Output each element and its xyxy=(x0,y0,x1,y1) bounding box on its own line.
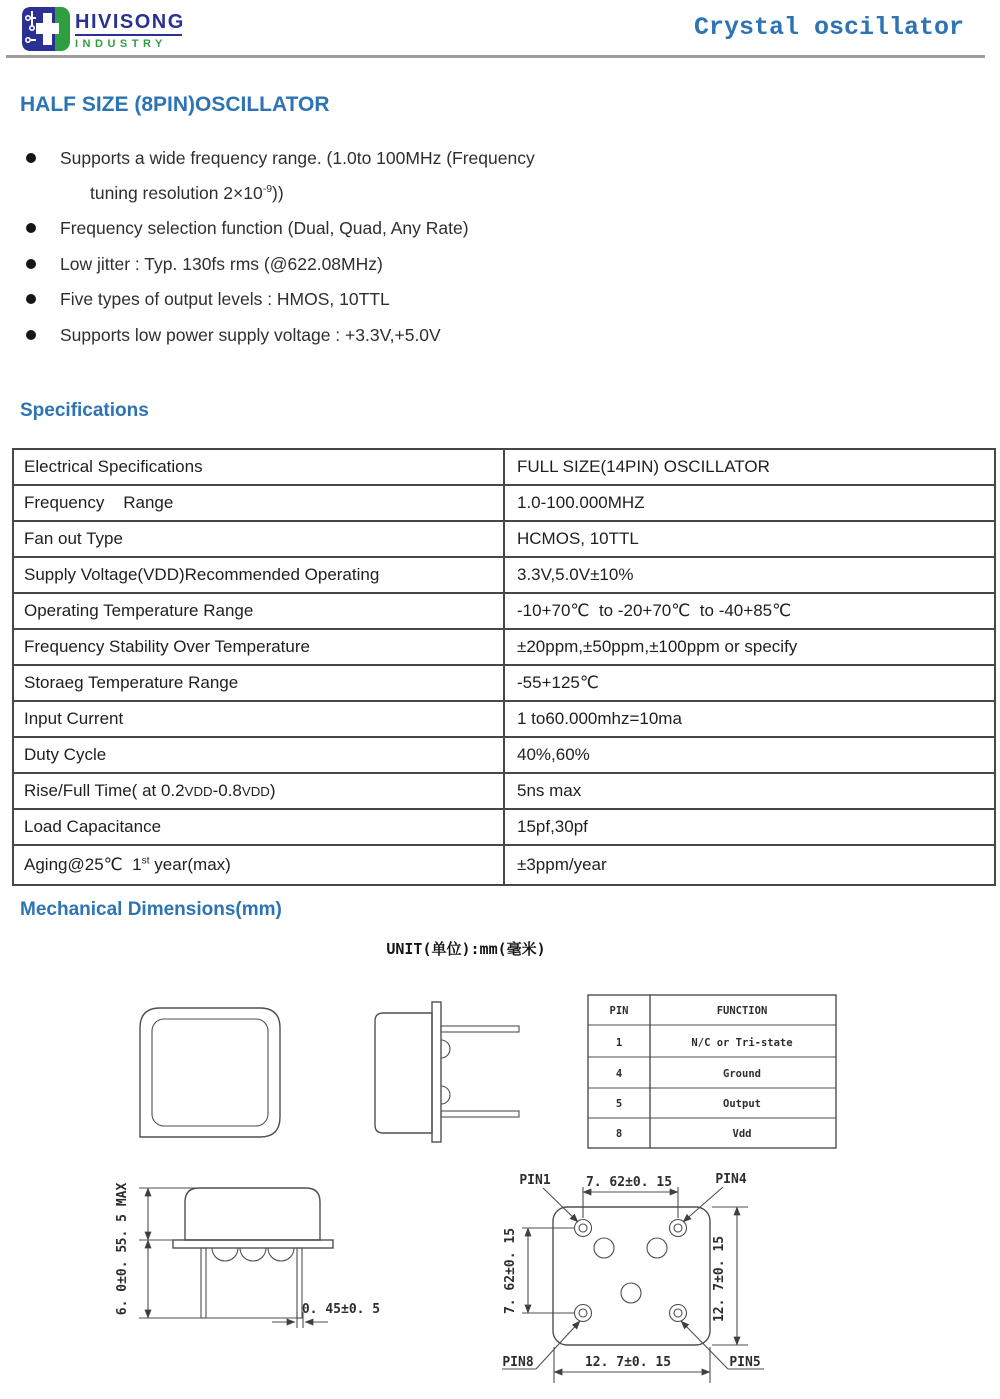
pin-function: N/C or Tri-state xyxy=(691,1037,793,1049)
dim-pin-pitch-vertical: 7. 62±0. 15 xyxy=(503,1227,518,1315)
spec-value: 40%,60% xyxy=(504,737,995,773)
table-row xyxy=(13,773,995,809)
dim-height-max: 5. 5 MAX xyxy=(115,1182,130,1246)
pin-function-table xyxy=(588,995,836,1148)
pin1-label: PIN1 xyxy=(519,1173,551,1188)
table-row xyxy=(13,449,995,485)
spec-label: Operating Temperature Range xyxy=(13,593,504,629)
function-col-header: FUNCTION xyxy=(716,1005,768,1017)
bullet-icon xyxy=(26,294,36,304)
dim-pin-pitch-horizontal: 7. 62±0. 15 xyxy=(585,1175,673,1190)
spec-label: Frequency Range xyxy=(13,485,504,521)
mechanical-heading: Mechanical Dimensions(mm) xyxy=(20,899,282,920)
brand-name: HIVISONG xyxy=(75,11,185,33)
brand-block xyxy=(75,12,185,50)
spec-value: -10+70℃ to -20+70℃ to -40+85℃ xyxy=(504,593,995,629)
table-row xyxy=(13,629,995,665)
product-title: HALF SIZE (8PIN)OSCILLATOR xyxy=(20,93,330,116)
feature-item xyxy=(26,288,390,310)
brand-subtitle: INDUSTRY xyxy=(75,38,167,50)
specifications-table xyxy=(12,448,996,886)
side-view-drawing xyxy=(375,1002,519,1142)
bottom-view-drawing xyxy=(502,1172,764,1383)
feature-item xyxy=(26,147,535,169)
feature-text: Supports low power supply voltage : +3.3V,+5.0V xyxy=(60,325,441,345)
brand-divider xyxy=(75,34,182,36)
table-row xyxy=(13,737,995,773)
feature-item-continued xyxy=(66,182,284,204)
dim-lead-length: 6. 0±0. 5 xyxy=(115,1244,130,1316)
specifications-heading: Specifications xyxy=(20,400,149,421)
spec-value: 15pf,30pf xyxy=(504,809,995,845)
pin-number: 4 xyxy=(615,1068,623,1080)
brand-logo-icon xyxy=(22,7,70,56)
unit-note: UNIT(单位):mm(毫米) xyxy=(386,940,546,958)
dim-lead-diameter: 0. 45±0. 5 xyxy=(301,1302,381,1317)
spec-value: HCMOS, 10TTL xyxy=(504,521,995,557)
spec-value: FULL SIZE(14PIN) OSCILLATOR xyxy=(504,449,995,485)
feature-text: tuning resolution $2\times 10^{-9}$)) xyxy=(90,183,284,203)
spec-value: ±20ppm,±50ppm,±100ppm or specify xyxy=(504,629,995,665)
table-row xyxy=(13,665,995,701)
feature-item xyxy=(26,253,383,275)
bullet-icon xyxy=(26,330,36,340)
feature-text: Supports a wide frequency range. (1.0to 100MHz (Frequency xyxy=(60,148,535,168)
pin-function: Output xyxy=(723,1098,761,1110)
spec-value: 3.3V,5.0V±10% xyxy=(504,557,995,593)
table-row xyxy=(13,557,995,593)
spec-label: Aging@25℃ 1st year(max) xyxy=(13,845,504,885)
pin-number: 8 xyxy=(615,1128,623,1140)
dim-body-height: 12. 7±0. 15 xyxy=(712,1235,727,1323)
pin-function: Vdd xyxy=(732,1128,752,1140)
spec-value: ±3ppm/year xyxy=(504,845,995,885)
spec-label: Fan out Type xyxy=(13,521,504,557)
feature-text: Five types of output levels : HMOS, 10TTL xyxy=(60,289,390,309)
spec-label: Rise/Full Time( at 0.2VDD-0.8VDD) xyxy=(13,773,504,809)
side-elevation-drawing xyxy=(115,1183,380,1328)
table-row xyxy=(13,701,995,737)
dim-body-width: 12. 7±0. 15 xyxy=(584,1355,672,1370)
spec-label: Input Current xyxy=(13,701,504,737)
spec-value: 1.0-100.000MHZ xyxy=(504,485,995,521)
table-row xyxy=(13,485,995,521)
table-row xyxy=(13,845,995,885)
feature-item xyxy=(26,324,441,346)
table-row xyxy=(13,593,995,629)
spec-value: 1 to60.000mhz=10ma xyxy=(504,701,995,737)
pin4-label: PIN4 xyxy=(715,1172,747,1187)
spec-value: -55+125℃ xyxy=(504,665,995,701)
pin8-label: PIN8 xyxy=(502,1355,534,1370)
spec-label: Duty Cycle xyxy=(13,737,504,773)
pin-col-header: PIN xyxy=(609,1005,629,1017)
spec-label: Load Capacitance xyxy=(13,809,504,845)
mechanical-drawings xyxy=(0,975,1000,1399)
header-rule xyxy=(6,55,985,58)
spec-label: Frequency Stability Over Temperature xyxy=(13,629,504,665)
pin5-label: PIN5 xyxy=(729,1355,761,1370)
table-row xyxy=(13,809,995,845)
feature-item xyxy=(26,217,469,239)
pin-number: 1 xyxy=(615,1037,623,1049)
spec-value: 5ns max xyxy=(504,773,995,809)
spec-label: Electrical Specifications xyxy=(13,449,504,485)
spec-label: Supply Voltage(VDD)Recommended Operating xyxy=(13,557,504,593)
feature-text: Frequency selection function (Dual, Quad, Any Rate) xyxy=(60,218,469,238)
table-row xyxy=(13,521,995,557)
bullet-icon xyxy=(26,259,36,269)
bullet-icon xyxy=(26,223,36,233)
feature-text: Low jitter : Typ. 130fs rms (@622.08MHz) xyxy=(60,254,383,274)
pin-number: 5 xyxy=(615,1098,623,1110)
spec-label: Storaeg Temperature Range xyxy=(13,665,504,701)
pin-function: Ground xyxy=(723,1068,761,1080)
top-view-drawing xyxy=(140,1008,280,1137)
bullet-icon xyxy=(26,153,36,163)
document-title: Crystal oscillator xyxy=(693,13,964,42)
